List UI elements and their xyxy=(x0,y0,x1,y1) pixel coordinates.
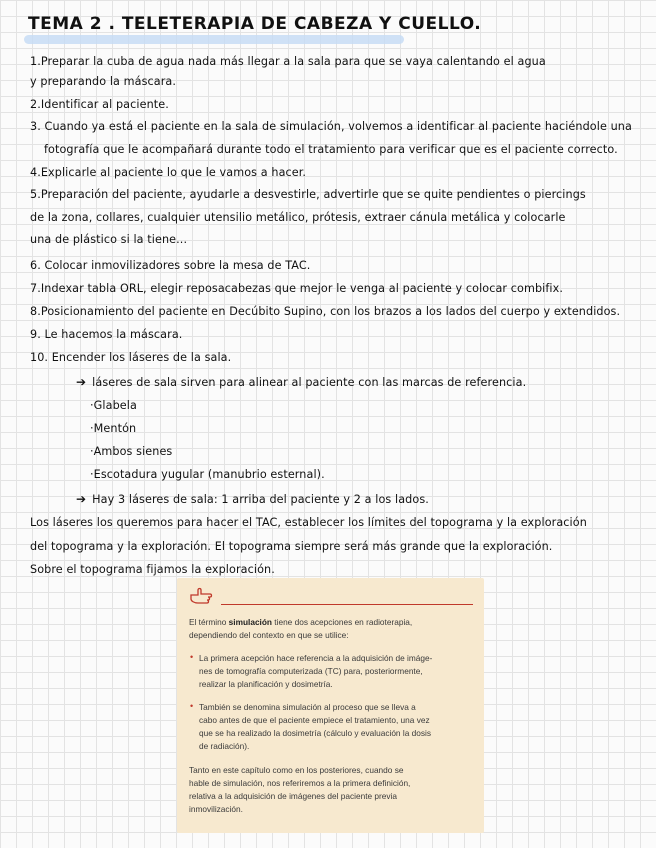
note-bullet-text: de radiación). xyxy=(199,741,250,751)
note-divider xyxy=(221,604,473,605)
text-line: ·Glabela xyxy=(90,399,137,412)
text-line: 3. Cuando ya está el paciente en la sala de simulación, volvemos a identificar al paciente haciéndole una xyxy=(30,120,632,133)
text-line: ·Escotadura yugular (manubrio esternal). xyxy=(90,468,325,481)
bullet-icon: • xyxy=(190,701,194,711)
text-line: 1.Preparar la cuba de agua nada más llegar a la sala para que se vaya calentando el agua xyxy=(30,55,546,68)
text-line: 5.Preparación del paciente, ayudarle a desvestirle, advertirle que se quite pendientes o piercings xyxy=(30,188,586,201)
text-line: ·Mentón xyxy=(90,422,137,435)
text-line: 10. Encender los láseres de la sala. xyxy=(30,351,232,364)
text-line: y preparando la máscara. xyxy=(30,75,177,88)
page-title: TEMA 2 . TELETERAPIA DE CABEZA Y CUELLO. xyxy=(28,14,482,34)
note-outro: Tanto en este capítulo como en los posteriores, cuando se xyxy=(189,765,404,775)
text-line: del topograma y la exploración. El topograma siempre será más grande que la exploración. xyxy=(30,540,553,553)
note-bullet-text: nes de tomografía computerizada (TC) para, posteriormente, xyxy=(199,666,423,676)
note-intro: dependiendo del contexto en que se utilice: xyxy=(189,630,349,640)
note-bullet-text: cabo antes de que el paciente empiece el tratamiento, una vez xyxy=(199,715,430,725)
text-line: fotografía que le acompañará durante todo el tratamiento para verificar que es el paciente correcto. xyxy=(44,143,618,156)
bullet-icon: • xyxy=(190,652,194,662)
text-line: 4.Explicarle al paciente lo que le vamos a hacer. xyxy=(30,166,307,179)
text-line: ➔ Hay 3 láseres de sala: 1 arriba del paciente y 2 a los lados. xyxy=(76,492,429,506)
text-line: 6. Colocar inmovilizadores sobre la mesa de TAC. xyxy=(30,259,311,272)
text-line: 9. Le hacemos la máscara. xyxy=(30,328,183,341)
note-bullet-text: que se ha realizado la dosimetría (cálculo y evaluación la dosis xyxy=(199,728,431,738)
note-bullet-text: realizar la planificación y dosimetría. xyxy=(199,679,333,689)
note-outro: hable de simulación, nos referiremos a la primera definición, xyxy=(189,778,411,788)
text-line: 7.Indexar tabla ORL, elegir reposacabezas que mejor le venga al paciente y colocar combifix. xyxy=(30,282,564,295)
text-line: 2.Identificar al paciente. xyxy=(30,98,169,111)
text-line: de la zona, collares, cualquier utensilio metálico, prótesis, extraer cánula metálica y colocarle xyxy=(30,211,566,224)
text-line: 8.Posicionamiento del paciente en Decúbito Supino, con los brazos a los lados del cuerpo y extendidos. xyxy=(30,305,621,318)
pointing-hand-icon xyxy=(189,586,215,606)
note-bullet-text: La primera acepción hace referencia a la adquisición de imáge- xyxy=(199,653,433,663)
note-outro: relativa a la adquisición de imágenes del paciente previa xyxy=(189,791,398,801)
note-outro: inmovilización. xyxy=(189,804,243,814)
text-line: Los láseres los queremos para hacer el TAC, establecer los límites del topograma y la exploración xyxy=(30,516,587,529)
note-bullet-text: También se denomina simulación al proceso que se lleva a xyxy=(199,702,416,712)
text-line: Sobre el topograma fijamos la exploración. xyxy=(30,563,275,576)
text-line: ➔ láseres de sala sirven para alinear al paciente con las marcas de referencia. xyxy=(76,375,527,389)
note-intro: El término simulación tiene dos acepciones en radioterapia, xyxy=(189,617,413,627)
arrow-right-icon: ➔ xyxy=(76,375,87,389)
arrow-right-icon: ➔ xyxy=(76,492,87,506)
title-highlight xyxy=(24,35,404,44)
text-line: una de plástico si la tiene... xyxy=(30,233,188,246)
text-line: ·Ambos sienes xyxy=(90,445,173,458)
definition-note-box xyxy=(177,578,484,833)
